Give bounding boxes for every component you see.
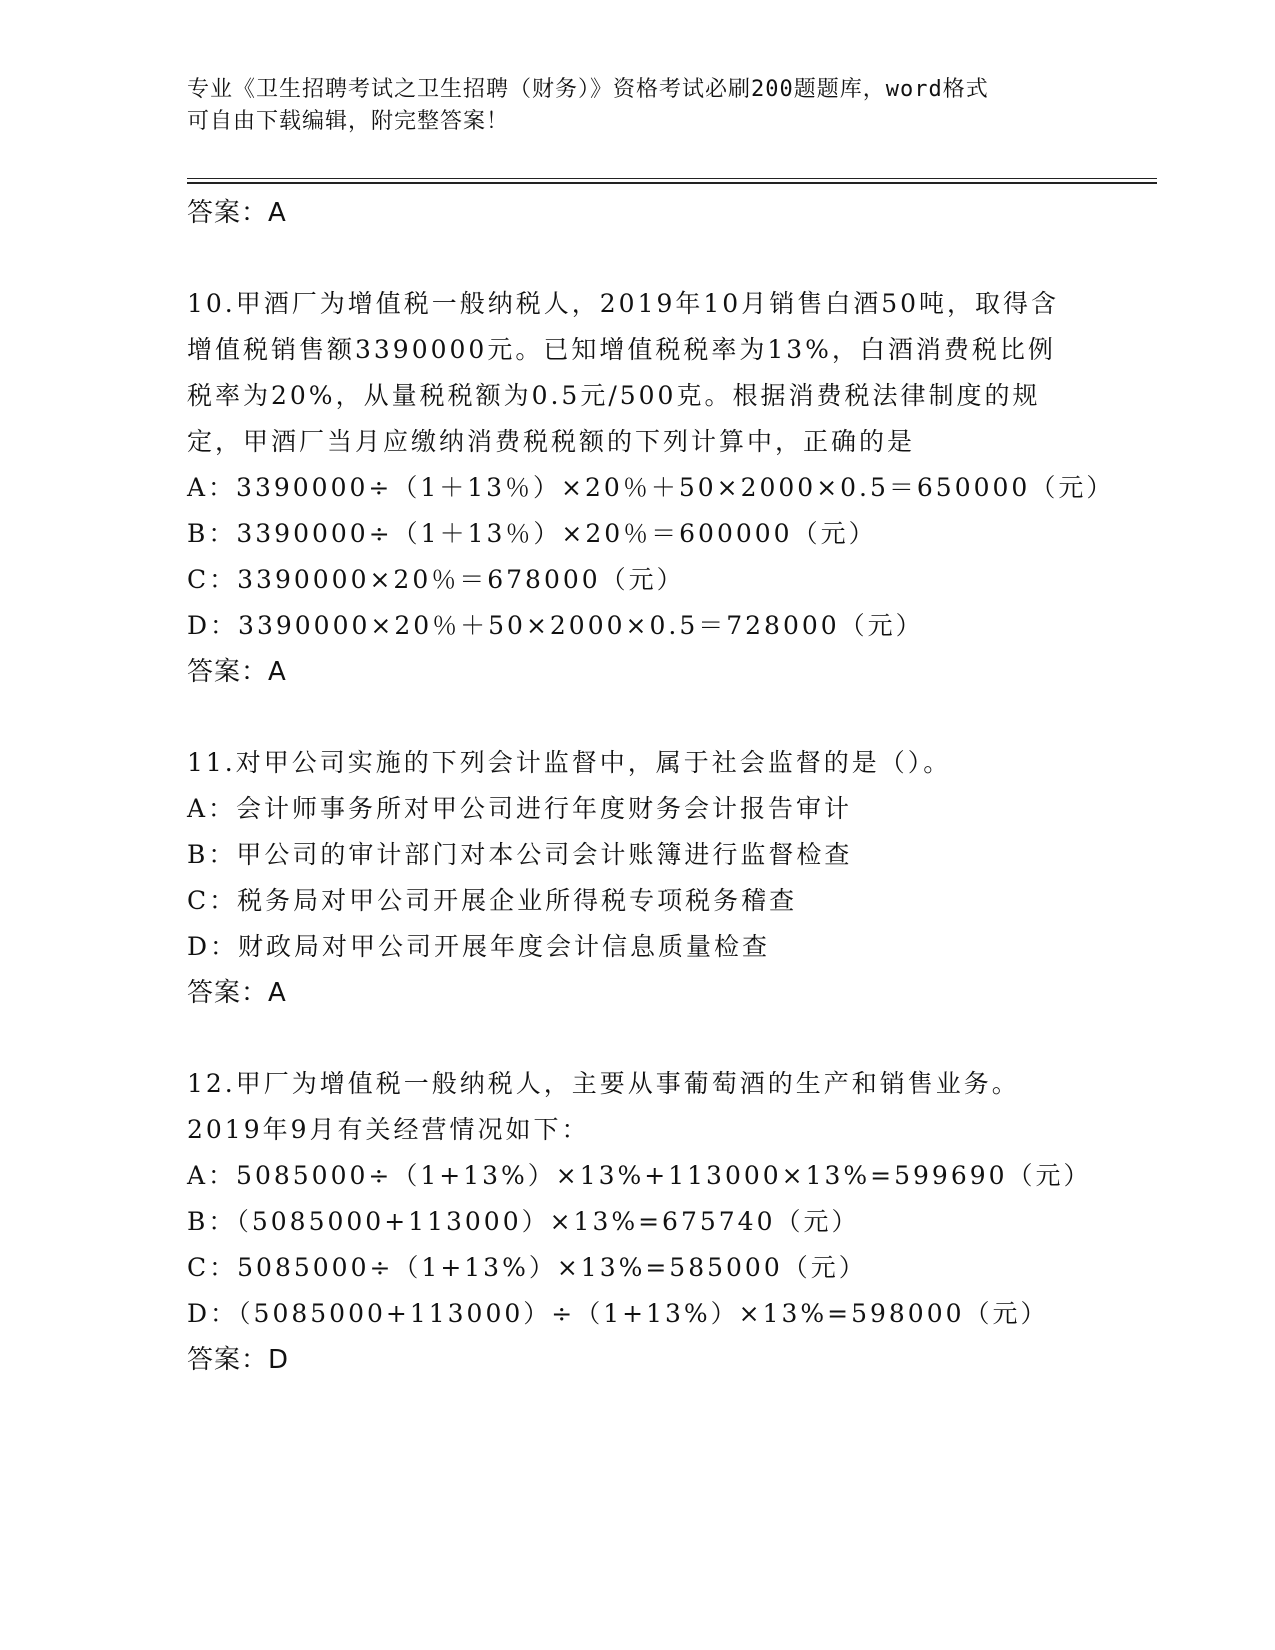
question-10-option-b: B：3390000÷（1＋13％）×20％＝600000（元）: [187, 519, 877, 548]
question-10-stem-line-4: 定，甲酒厂当月应缴纳消费税税额的下列计算中，正确的是: [187, 427, 916, 456]
question-10-option-c: C：3390000×20％＝678000（元）: [187, 565, 685, 594]
answer-q11: 答案：A: [187, 978, 287, 1008]
question-12: [187, 1061, 1092, 1337]
document-header: [187, 74, 1087, 138]
header-divider-thin: [187, 178, 1157, 179]
question-10-option-d: D：3390000×20％＋50×2000×0.5＝728000（元）: [187, 611, 924, 640]
question-11: [187, 740, 1087, 970]
question-11-option-a: A：会计师事务所对甲公司进行年度财务会计报告审计: [187, 794, 853, 823]
header-divider-thick: [187, 182, 1157, 184]
question-10-option-a: A：3390000÷（1＋13％）×20％＋50×2000×0.5＝650000（元）: [187, 473, 1115, 502]
question-12-option-b: B：（5085000+113000）×13%=675740（元）: [187, 1207, 860, 1236]
spacer: [187, 695, 1087, 740]
header-title-line-1: 专业《卫生招聘考试之卫生招聘（财务）》资格考试必刷200题题库，word格式: [187, 77, 989, 102]
spacer: [187, 236, 1087, 281]
header-title-line-2: 可自由下载编辑，附完整答案！: [187, 109, 510, 134]
question-10-stem-line-3: 税率为20%，从量税税额为0.5元/500克。根据消费税法律制度的规: [187, 381, 1041, 410]
question-12-stem-line-2: 2019年9月有关经营情况如下：: [187, 1115, 590, 1144]
document-body: [187, 190, 1115, 1383]
answer-q9: 答案：A: [187, 198, 287, 228]
spacer: [187, 1016, 1087, 1061]
question-12-option-c: C：5085000÷（1+13%）×13%=585000（元）: [187, 1253, 867, 1282]
question-11-option-b: B：甲公司的审计部门对本公司会计账簿进行监督检查: [187, 840, 853, 869]
question-10: [187, 281, 1115, 649]
answer-q10: 答案：A: [187, 657, 287, 687]
question-12-option-a: A：5085000÷（1+13%）×13%+113000×13%=599690（元）: [187, 1161, 1092, 1190]
question-10-stem-line-1: 10.甲酒厂为增值税一般纳税人，2019年10月销售白酒50吨，取得含: [187, 289, 1060, 318]
question-11-option-c: C：税务局对甲公司开展企业所得税专项税务稽查: [187, 886, 798, 915]
question-12-stem-line-1: 12.甲厂为增值税一般纳税人，主要从事葡萄酒的生产和销售业务。: [187, 1069, 1020, 1098]
question-12-option-d: D：（5085000+113000）÷（1+13%）×13%=598000（元）: [187, 1299, 1049, 1328]
answer-q12: 答案：D: [187, 1345, 290, 1375]
question-10-stem-line-2: 增值税销售额3390000元。已知增值税税率为13%，白酒消费税比例: [187, 335, 1056, 364]
question-11-option-d: D：财政局对甲公司开展年度会计信息质量检查: [187, 932, 771, 961]
question-11-stem-line-1: 11.对甲公司实施的下列会计监督中，属于社会监督的是（）。: [187, 748, 952, 777]
